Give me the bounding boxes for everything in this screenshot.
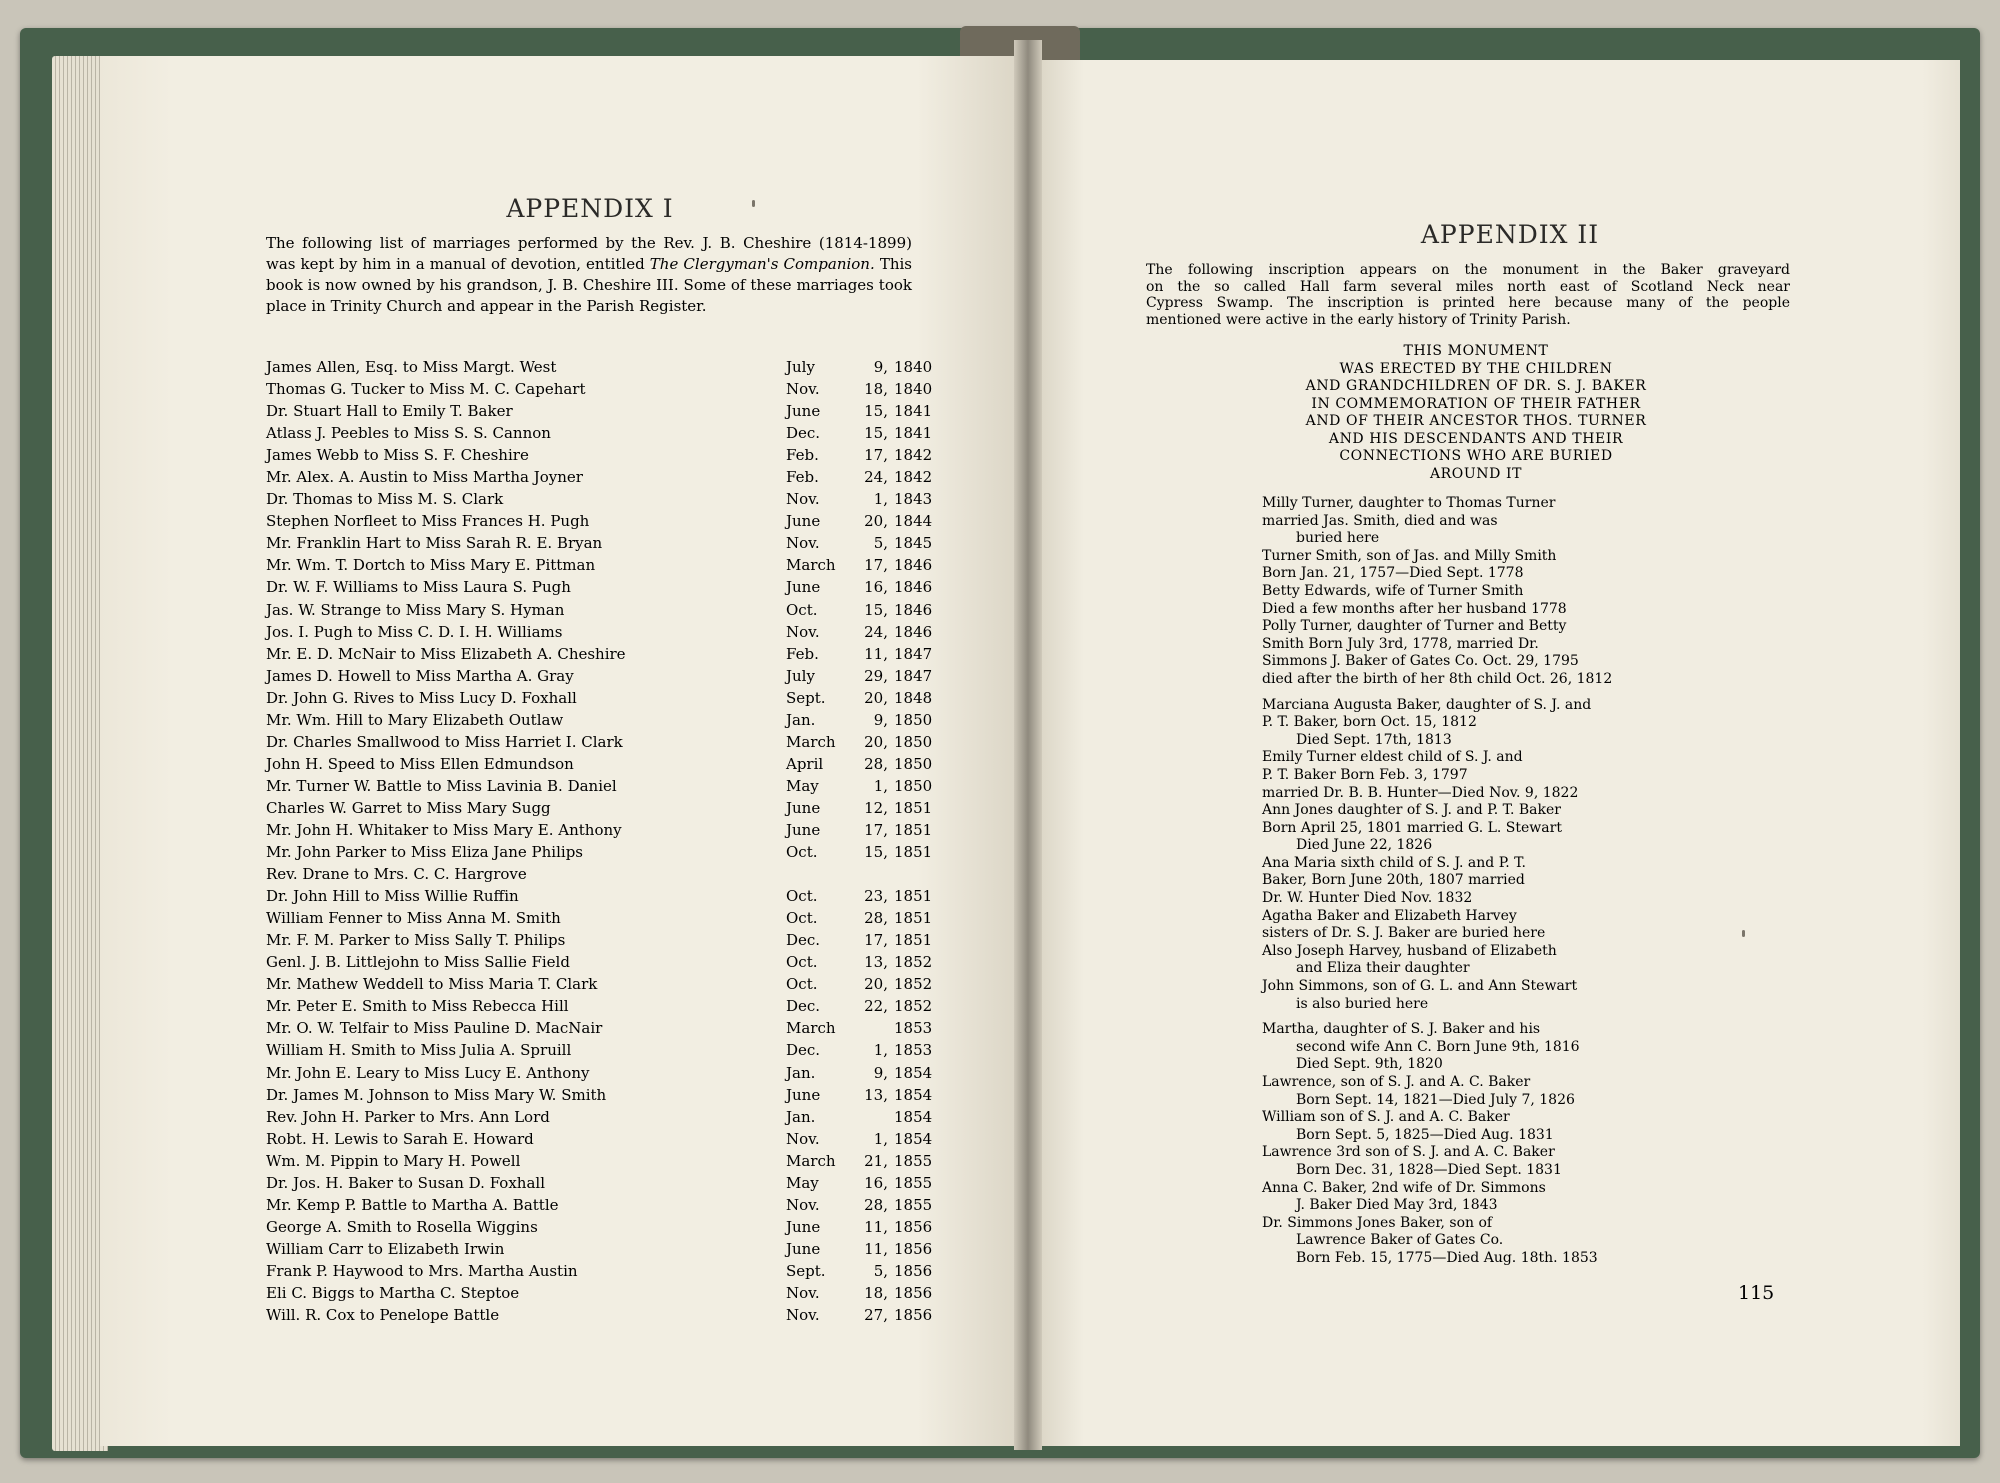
marriage-row (266, 775, 933, 797)
genealogy-line: is also buried here (1296, 995, 1429, 1012)
inscription-line: THIS MONUMENT (1403, 343, 1549, 359)
genealogy-line: second wife Ann C. Born June 9th, 1816 (1296, 1038, 1580, 1055)
marriage-month: Nov. (786, 380, 820, 399)
marriage-month: Dec. (786, 931, 821, 950)
marriage-year: 1843 (894, 490, 933, 509)
genealogy-line: Died Sept. 9th, 1820 (1296, 1056, 1443, 1073)
genealogy-line: William son of S. J. and A. C. Baker (1262, 1109, 1510, 1126)
marriage-month: Oct. (786, 887, 818, 906)
marriage-names: John H. Speed to Miss Ellen Edmundson (266, 754, 574, 773)
marriage-day: 17, (864, 931, 888, 950)
marriage-day: 28, (864, 754, 888, 773)
block-spacer (1262, 689, 1682, 697)
marriage-month: June (786, 1239, 821, 1258)
marriage-year: 1845 (894, 534, 933, 553)
genealogy-line: married Dr. B. B. Hunter—Died Nov. 9, 1822 (1262, 784, 1579, 801)
marriage-names: Dr. Stuart Hall to Emily T. Baker (266, 402, 513, 421)
marriage-day: 24, (864, 622, 888, 641)
marriage-day: 17, (864, 446, 888, 465)
marriage-row (266, 907, 933, 929)
marriage-names: Thomas G. Tucker to Miss M. C. Capehart (266, 380, 586, 399)
marriage-year: 1851 (894, 909, 933, 928)
genealogy-line: P. T. Baker Born Feb. 3, 1797 (1262, 766, 1468, 783)
marriage-names: Rev. John H. Parker to Mrs. Ann Lord (266, 1107, 550, 1126)
marriage-names: Dr. Thomas to Miss M. S. Clark (266, 490, 504, 509)
marriage-row (266, 488, 933, 510)
genealogy-line: John Simmons, son of G. L. and Ann Stewart (1262, 978, 1578, 995)
marriage-names: James Allen, Esq. to Miss Margt. West (266, 358, 557, 376)
genealogy-line: Polly Turner, daughter of Turner and Betty (1262, 618, 1567, 635)
marriage-row (266, 1194, 933, 1216)
marriage-day: 16, (864, 1173, 888, 1192)
marriage-day: 9, (873, 358, 888, 376)
marriage-month: Nov. (786, 622, 820, 641)
marriage-month: May (786, 1173, 819, 1192)
marriage-day: 15, (864, 424, 888, 443)
marriage-names: Wm. M. Pippin to Mary H. Powell (266, 1151, 521, 1170)
marriage-names: Dr. W. F. Williams to Miss Laura S. Pugh (266, 578, 571, 597)
intro-book-title: The Clergyman's Companion. (649, 255, 875, 273)
marriage-row (266, 973, 933, 995)
marriage-names: Mr. Turner W. Battle to Miss Lavinia B. Daniel (266, 776, 617, 795)
inscription-line: CONNECTIONS WHO ARE BURIED (1339, 448, 1613, 464)
intro-part-1: The following list of marriages performed by the Rev. J. B. Cheshire (1814-1899) was kept by him in a manual of devotion, entitled (266, 234, 912, 273)
marriage-row (266, 643, 933, 665)
marriage-names: James Webb to Miss S. F. Cheshire (266, 446, 529, 465)
marriage-names: George A. Smith to Rosella Wiggins (266, 1217, 538, 1236)
marriage-day: 1, (873, 1129, 888, 1148)
inscription-line: WAS ERECTED BY THE CHILDREN (1339, 360, 1613, 377)
genealogy-line: P. T. Baker, born Oct. 15, 1812 (1262, 714, 1477, 731)
marriage-row (266, 1106, 933, 1128)
marriage-month: Jan. (786, 1063, 816, 1082)
intro-line: The following inscription appears on the monument in the Baker graveyard (1146, 262, 1790, 278)
marriage-row (266, 1172, 933, 1194)
inscription-line: AND HIS DESCENDANTS AND THEIR (1328, 430, 1624, 447)
marriage-year: 1840 (894, 380, 933, 399)
genealogy-line: married Jas. Smith, died and was (1262, 512, 1498, 529)
marriage-month: April (786, 754, 824, 773)
inscription-line: IN COMMEMORATION OF THEIR FATHER (1311, 395, 1641, 412)
marriage-row (266, 863, 916, 885)
appendix-2-heading: APPENDIX II (1420, 220, 1600, 249)
marriage-row (266, 1017, 933, 1039)
marriage-month: Oct. (786, 953, 818, 972)
marriage-names: William H. Smith to Miss Julia A. Spruill (266, 1041, 572, 1060)
marriage-day: 23, (864, 887, 888, 906)
marriage-row (266, 1216, 933, 1238)
marriage-month: Dec. (786, 424, 821, 443)
marriage-row (266, 951, 933, 973)
marriage-row (266, 1304, 933, 1326)
marriage-day: 5, (873, 1261, 888, 1280)
intro-part-2: This book is now owned by his grandson, J. B. Cheshire III. Some of these marriages took place in Trinity Church and appear in the Parish Register. (266, 255, 912, 315)
appendix-2-intro (1146, 262, 1790, 328)
genealogy-line: Died June 22, 1826 (1296, 837, 1433, 854)
marriage-month: Jan. (786, 1107, 816, 1126)
marriage-day: 28, (864, 909, 888, 928)
marriage-year: 1842 (894, 468, 933, 487)
genealogy-line: Baker, Born June 20th, 1807 married (1262, 872, 1525, 889)
marriage-month: June (786, 512, 821, 531)
marriage-day: 20, (864, 512, 888, 531)
marriage-year: 1855 (894, 1195, 933, 1214)
genealogy-line: Ana Maria sixth child of S. J. and P. T. (1262, 854, 1526, 871)
marriage-month: May (786, 776, 819, 795)
marriage-year: 1846 (894, 578, 933, 597)
marriage-month: Oct. (786, 909, 818, 928)
marriage-names: Dr. John G. Rives to Miss Lucy D. Foxhall (266, 688, 577, 707)
marriage-year: 1852 (894, 953, 933, 972)
genealogy-line: Dr. Simmons Jones Baker, son of (1262, 1214, 1493, 1231)
intro-line: on the so called Hall farm several miles north east of Scotland Neck near (1146, 278, 1790, 295)
marriage-names: Mr. Mathew Weddell to Miss Maria T. Clark (266, 975, 598, 994)
marriage-month: June (786, 1217, 821, 1236)
marriage-day: 20, (864, 688, 888, 707)
marriage-row (266, 532, 933, 554)
marriage-year: 1851 (894, 798, 933, 817)
marriage-row (266, 599, 933, 621)
genealogy-line: Smith Born July 3rd, 1778, married Dr. (1262, 635, 1539, 652)
marriage-names: Mr. Alex. A. Austin to Miss Martha Joyner (266, 468, 583, 487)
marriage-names: Frank P. Haywood to Mrs. Martha Austin (266, 1261, 578, 1280)
marriage-names: Charles W. Garret to Miss Mary Sugg (266, 798, 551, 817)
marriage-year: 1856 (894, 1239, 933, 1258)
marriage-day: 13, (864, 1085, 888, 1104)
marriage-names: Robt. H. Lewis to Sarah E. Howard (266, 1129, 534, 1148)
marriage-day: 27, (864, 1306, 888, 1325)
genealogy-line: Born April 25, 1801 married G. L. Stewart (1262, 819, 1562, 836)
genealogy-line: Lawrence Baker of Gates Co. (1296, 1232, 1504, 1249)
marriage-year: 1846 (894, 600, 933, 619)
marriage-names: Dr. Charles Smallwood to Miss Harriet I. Clark (266, 732, 623, 751)
inscription-line: AND OF THEIR ANCESTOR THOS. TURNER (1305, 413, 1647, 429)
paper-speck (1742, 930, 1745, 937)
genealogy-line: Lawrence 3rd son of S. J. and A. C. Baker (1262, 1144, 1555, 1161)
marriage-day: 18, (864, 1283, 888, 1302)
marriage-row (266, 444, 933, 466)
marriage-month: June (786, 402, 821, 421)
marriage-day: 22, (864, 997, 888, 1016)
genealogy-line: Marciana Augusta Baker, daughter of S. J. and (1262, 696, 1592, 713)
marriage-day: 11, (864, 644, 888, 663)
marriage-names: Mr. John E. Leary to Miss Lucy E. Anthony (266, 1063, 590, 1082)
marriage-year: 1852 (894, 997, 933, 1016)
marriage-day: 20, (864, 975, 888, 994)
marriage-year: 1851 (894, 887, 933, 906)
marriage-names: James D. Howell to Miss Martha A. Gray (266, 666, 574, 685)
genealogy-line: Martha, daughter of S. J. Baker and his (1262, 1021, 1541, 1038)
marriage-year: 1854 (894, 1129, 933, 1148)
genealogy-line: Turner Smith, son of Jas. and Milly Smith (1262, 547, 1557, 564)
marriage-day: 11, (864, 1239, 888, 1258)
paper-speck (752, 200, 755, 207)
marriage-row (266, 665, 933, 687)
marriage-names: Mr. O. W. Telfair to Miss Pauline D. MacNair (266, 1019, 603, 1038)
marriage-row (266, 554, 933, 576)
genealogy-line: Born Jan. 21, 1757—Died Sept. 1778 (1262, 565, 1524, 582)
genealogy-line: Milly Turner, daughter to Thomas Turner (1262, 495, 1556, 511)
marriage-month: Oct. (786, 843, 818, 862)
marriage-month: March (786, 732, 836, 751)
marriage-year: 1856 (894, 1217, 933, 1236)
marriage-day: 11, (864, 1217, 888, 1236)
marriage-row (266, 753, 933, 775)
marriage-day: 21, (864, 1151, 888, 1170)
marriage-names: Mr. E. D. McNair to Miss Elizabeth A. Cheshire (266, 644, 626, 663)
marriage-names: Mr. Wm. Hill to Mary Elizabeth Outlaw (266, 710, 564, 729)
marriage-month: Nov. (786, 1283, 820, 1302)
marriage-month: Nov. (786, 490, 820, 509)
marriage-day: 18, (864, 380, 888, 399)
marriage-row (266, 731, 933, 753)
marriage-month: Feb. (786, 446, 819, 465)
marriage-names: Jos. I. Pugh to Miss C. D. I. H. Williams (266, 622, 563, 641)
marriage-day: 15, (864, 402, 888, 421)
marriage-month: March (786, 1019, 836, 1038)
marriage-row (266, 378, 933, 400)
marriage-year: 1840 (894, 358, 933, 376)
marriage-row (266, 1084, 933, 1106)
marriage-year: 1854 (894, 1063, 933, 1082)
marriage-names: Genl. J. B. Littlejohn to Miss Sallie Field (266, 953, 570, 972)
marriage-month: June (786, 820, 821, 839)
marriage-month: June (786, 578, 821, 597)
genealogy-line: Born Dec. 31, 1828—Died Sept. 1831 (1296, 1161, 1562, 1178)
marriage-day: 5, (873, 534, 888, 553)
genealogy-line: Emily Turner eldest child of S. J. and (1262, 749, 1523, 766)
marriage-year: 1850 (894, 732, 933, 751)
marriage-row (266, 1039, 933, 1061)
marriage-row (266, 841, 933, 863)
marriage-names: Mr. Franklin Hart to Miss Sarah R. E. Bryan (266, 534, 603, 553)
marriage-year: 1856 (894, 1283, 933, 1302)
marriage-day: 24, (864, 468, 888, 487)
marriage-row (266, 819, 933, 841)
marriage-month: Nov. (786, 1129, 820, 1148)
genealogy-line: Dr. W. Hunter Died Nov. 1832 (1262, 890, 1473, 907)
marriage-day: 17, (864, 820, 888, 839)
marriage-names: Mr. John Parker to Miss Eliza Jane Philips (266, 843, 583, 862)
marriage-month: Sept. (786, 1261, 826, 1280)
genealogy-line: Born Feb. 15, 1775—Died Aug. 18th. 1853 (1296, 1249, 1598, 1266)
marriage-day: 15, (864, 843, 888, 862)
marriage-year: 1847 (894, 666, 933, 685)
marriage-names: Rev. Drane to Mrs. C. C. Hargrove (266, 865, 527, 884)
marriage-year: 1856 (894, 1306, 933, 1325)
marriage-names: Mr. Peter E. Smith to Miss Rebecca Hill (266, 997, 569, 1016)
marriage-month: March (786, 556, 836, 575)
block-spacer (1262, 1013, 1682, 1021)
marriage-month: Nov. (786, 1195, 820, 1214)
marriage-row (266, 466, 933, 488)
genealogy-line: J. Baker Died May 3rd, 1843 (1296, 1197, 1498, 1214)
marriage-year: 1847 (894, 644, 933, 663)
marriage-year: 1854 (894, 1107, 933, 1126)
marriage-names: Jas. W. Strange to Miss Mary S. Hyman (266, 600, 565, 619)
genealogy-line: died after the birth of her 8th child Oct. 26, 1812 (1262, 670, 1613, 687)
marriage-names: Dr. Jos. H. Baker to Susan D. Foxhall (266, 1173, 545, 1192)
marriage-names: William Fenner to Miss Anna M. Smith (266, 909, 561, 928)
marriage-row (266, 709, 933, 731)
genealogy-line: Also Joseph Harvey, husband of Elizabeth (1262, 942, 1557, 959)
marriage-year: 1846 (894, 556, 933, 575)
marriage-year: 1850 (894, 754, 933, 773)
marriage-day: 1, (873, 1041, 888, 1060)
marriage-year: 1844 (894, 512, 933, 531)
marriage-row (266, 422, 933, 444)
marriage-year: 1842 (894, 446, 933, 465)
marriage-month: Feb. (786, 468, 819, 487)
marriage-year: 1851 (894, 820, 933, 839)
marriage-row (266, 510, 933, 532)
marriage-month: June (786, 1085, 821, 1104)
marriage-year: 1846 (894, 622, 933, 641)
marriage-day: 15, (864, 600, 888, 619)
marriage-row (266, 1150, 933, 1172)
marriage-names: Mr. Wm. T. Dortch to Miss Mary E. Pittman (266, 556, 596, 575)
marriage-year: 1851 (894, 931, 933, 950)
genealogy-line: Agatha Baker and Elizabeth Harvey (1262, 907, 1517, 924)
marriage-day: 12, (864, 798, 888, 817)
marriage-names: Atlass J. Peebles to Miss S. S. Cannon (266, 424, 551, 443)
genealogy-line: Died Sept. 17th, 1813 (1296, 731, 1452, 748)
marriage-row (266, 621, 933, 643)
marriage-row (266, 356, 933, 378)
marriage-year: 1848 (894, 688, 933, 707)
marriage-year: 1850 (894, 776, 933, 795)
genealogy-line: Lawrence, son of S. J. and A. C. Baker (1262, 1074, 1531, 1090)
marriage-names: Eli C. Biggs to Martha C. Steptoe (266, 1283, 520, 1302)
appendix-1-intro (266, 233, 912, 317)
marriage-month: Dec. (786, 997, 821, 1016)
marriage-row (266, 687, 933, 709)
marriage-month: July (786, 666, 815, 685)
genealogy-line: and Eliza their daughter (1296, 960, 1470, 977)
intro-line: Cypress Swamp. The inscription is printed here because many of the people (1146, 295, 1790, 311)
marriage-names: Dr. James M. Johnson to Miss Mary W. Smith (266, 1085, 607, 1104)
marriage-year: 1855 (894, 1173, 933, 1192)
marriage-row (266, 576, 933, 598)
genealogy-line: Simmons J. Baker of Gates Co. Oct. 29, 1795 (1262, 653, 1579, 670)
marriage-month: Nov. (786, 1306, 820, 1325)
marriage-month: Sept. (786, 688, 826, 707)
inscription-line: AND GRANDCHILDREN OF DR. S. J. BAKER (1305, 378, 1647, 394)
marriage-row (266, 400, 933, 422)
marriage-day: 9, (873, 1063, 888, 1082)
marriage-row (266, 885, 933, 907)
marriage-day: 13, (864, 953, 888, 972)
marriage-year: 1856 (894, 1261, 933, 1280)
marriage-month: Nov. (786, 534, 820, 553)
book-gutter (1014, 40, 1042, 1450)
monument-inscription (1266, 343, 1686, 483)
marriage-names: Will. R. Cox to Penelope Battle (266, 1306, 500, 1325)
marriage-day: 1, (873, 776, 888, 795)
marriage-day: 17, (864, 556, 888, 575)
inscription-line: AROUND IT (1429, 465, 1523, 482)
genealogy-list (1262, 495, 1682, 1268)
marriage-day: 9, (873, 710, 888, 729)
marriage-year: 1855 (894, 1151, 933, 1170)
marriage-row (266, 797, 933, 819)
marriage-year: 1853 (894, 1019, 933, 1038)
genealogy-line: Died a few months after her husband 1778 (1262, 600, 1567, 617)
marriage-list (266, 356, 933, 1326)
marriage-names: Mr. Kemp P. Battle to Martha A. Battle (266, 1195, 559, 1214)
marriage-month: Oct. (786, 975, 818, 994)
marriage-year: 1851 (894, 843, 933, 862)
marriage-row (266, 1128, 933, 1150)
marriage-names: Mr. F. M. Parker to Miss Sally T. Philips (266, 931, 566, 950)
page-number: 115 (1738, 1282, 1775, 1304)
genealogy-line: Born Sept. 5, 1825—Died Aug. 1831 (1296, 1126, 1554, 1143)
marriage-row (266, 929, 933, 951)
marriage-day: 1, (873, 490, 888, 509)
marriage-names: Mr. John H. Whitaker to Miss Mary E. Anthony (266, 820, 622, 839)
marriage-names: William Carr to Elizabeth Irwin (266, 1239, 505, 1258)
marriage-year: 1841 (894, 402, 933, 421)
marriage-month: Jan. (786, 710, 816, 729)
marriage-row (266, 1062, 933, 1084)
marriage-day: 29, (864, 666, 888, 685)
marriage-month: July (786, 358, 815, 376)
marriage-row (266, 1260, 933, 1282)
marriage-day: 20, (864, 732, 888, 751)
genealogy-line: buried here (1296, 530, 1380, 547)
genealogy-line: sisters of Dr. S. J. Baker are buried here (1262, 925, 1546, 942)
intro-line: mentioned were active in the early history of Trinity Parish. (1146, 311, 1571, 328)
marriage-year: 1850 (894, 710, 933, 729)
marriage-row (266, 995, 933, 1017)
marriage-month: Dec. (786, 1041, 821, 1060)
marriage-year: 1854 (894, 1085, 933, 1104)
genealogy-line: Betty Edwards, wife of Turner Smith (1262, 582, 1524, 599)
marriage-row (266, 1282, 933, 1304)
genealogy-line: Ann Jones daughter of S. J. and P. T. Baker (1262, 802, 1561, 819)
marriage-year: 1852 (894, 975, 933, 994)
genealogy-line: Anna C. Baker, 2nd wife of Dr. Simmons (1262, 1179, 1546, 1196)
marriage-month: Oct. (786, 600, 818, 619)
marriage-names: Dr. John Hill to Miss Willie Ruffin (266, 887, 519, 906)
marriage-names: Stephen Norfleet to Miss Frances H. Pugh (266, 512, 590, 531)
marriage-day: 16, (864, 578, 888, 597)
marriage-day: 28, (864, 1195, 888, 1214)
appendix-1-heading: APPENDIX I (506, 194, 674, 223)
marriage-month: Feb. (786, 644, 819, 663)
marriage-month: June (786, 798, 821, 817)
marriage-row (266, 1238, 933, 1260)
marriage-year: 1841 (894, 424, 933, 443)
genealogy-line: Born Sept. 14, 1821—Died July 7, 1826 (1296, 1091, 1575, 1108)
marriage-month: March (786, 1151, 836, 1170)
marriage-year: 1853 (894, 1041, 933, 1060)
